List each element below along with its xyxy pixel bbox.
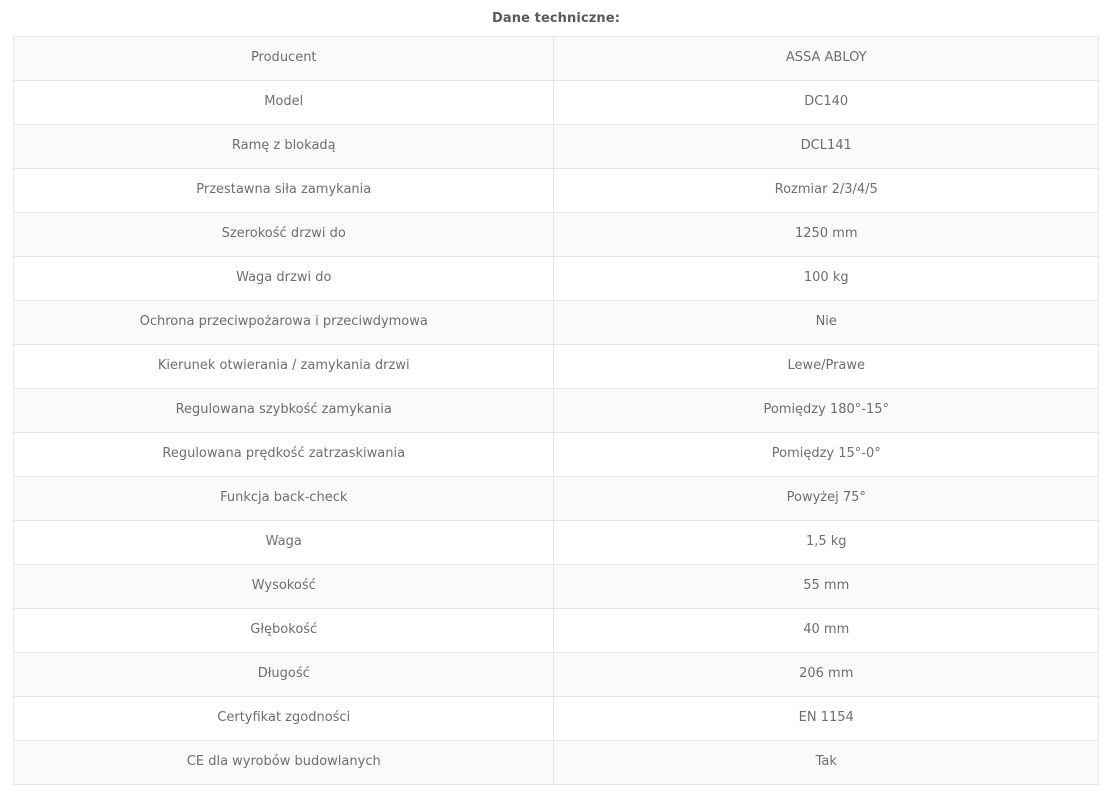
spec-value-cell: 100 kg: [554, 257, 1099, 301]
spec-label-cell: Wysokość: [14, 565, 554, 609]
spec-label-cell: Ochrona przeciwpożarowa i przeciwdymowa: [14, 301, 554, 345]
spec-label-cell: Model: [14, 81, 554, 125]
table-row: [14, 697, 1099, 741]
table-row: [14, 125, 1099, 169]
spec-label-cell: Kierunek otwierania / zamykania drzwi: [14, 345, 554, 389]
technical-specs-table: [13, 36, 1099, 785]
table-row: [14, 345, 1099, 389]
spec-value-cell: 1250 mm: [554, 213, 1099, 257]
spec-value-cell: ASSA ABLOY: [554, 37, 1099, 81]
spec-label-cell: Regulowana prędkość zatrzaskiwania: [14, 433, 554, 477]
spec-value-cell: DC140: [554, 81, 1099, 125]
table-row: [14, 81, 1099, 125]
table-row: [14, 389, 1099, 433]
spec-label-cell: Regulowana szybkość zamykania: [14, 389, 554, 433]
table-row: [14, 521, 1099, 565]
table-row: [14, 609, 1099, 653]
spec-value-cell: Nie: [554, 301, 1099, 345]
table-row: [14, 477, 1099, 521]
table-row: [14, 741, 1099, 785]
spec-label-cell: Długość: [14, 653, 554, 697]
spec-value-cell: Pomiędzy 15°-0°: [554, 433, 1099, 477]
spec-value-cell: EN 1154: [554, 697, 1099, 741]
spec-label-cell: Certyfikat zgodności: [14, 697, 554, 741]
table-row: [14, 301, 1099, 345]
spec-label-cell: Waga: [14, 521, 554, 565]
spec-label-cell: Producent: [14, 37, 554, 81]
spec-value-cell: Tak: [554, 741, 1099, 785]
spec-label-cell: Waga drzwi do: [14, 257, 554, 301]
table-row: [14, 37, 1099, 81]
spec-label-cell: CE dla wyrobów budowlanych: [14, 741, 554, 785]
spec-value-cell: 40 mm: [554, 609, 1099, 653]
spec-value-cell: 206 mm: [554, 653, 1099, 697]
table-row: [14, 565, 1099, 609]
spec-value-cell: Rozmiar 2/3/4/5: [554, 169, 1099, 213]
table-row: [14, 653, 1099, 697]
spec-label-cell: Przestawna siła zamykania: [14, 169, 554, 213]
spec-value-cell: Lewe/Prawe: [554, 345, 1099, 389]
spec-value-cell: Powyżej 75°: [554, 477, 1099, 521]
table-row: [14, 169, 1099, 213]
table-row: [14, 433, 1099, 477]
spec-label-cell: Szerokość drzwi do: [14, 213, 554, 257]
spec-table-container: [0, 36, 1112, 785]
spec-label-cell: Funkcja back-check: [14, 477, 554, 521]
spec-value-cell: 1,5 kg: [554, 521, 1099, 565]
table-row: [14, 257, 1099, 301]
spec-label-cell: Głębokość: [14, 609, 554, 653]
spec-table-body: [14, 37, 1099, 785]
page-title: Dane techniczne:: [491, 11, 620, 26]
spec-label-cell: Ramę z blokadą: [14, 125, 554, 169]
spec-value-cell: 55 mm: [554, 565, 1099, 609]
spec-value-cell: DCL141: [554, 125, 1099, 169]
table-row: [14, 213, 1099, 257]
spec-value-cell: Pomiędzy 180°-15°: [554, 389, 1099, 433]
